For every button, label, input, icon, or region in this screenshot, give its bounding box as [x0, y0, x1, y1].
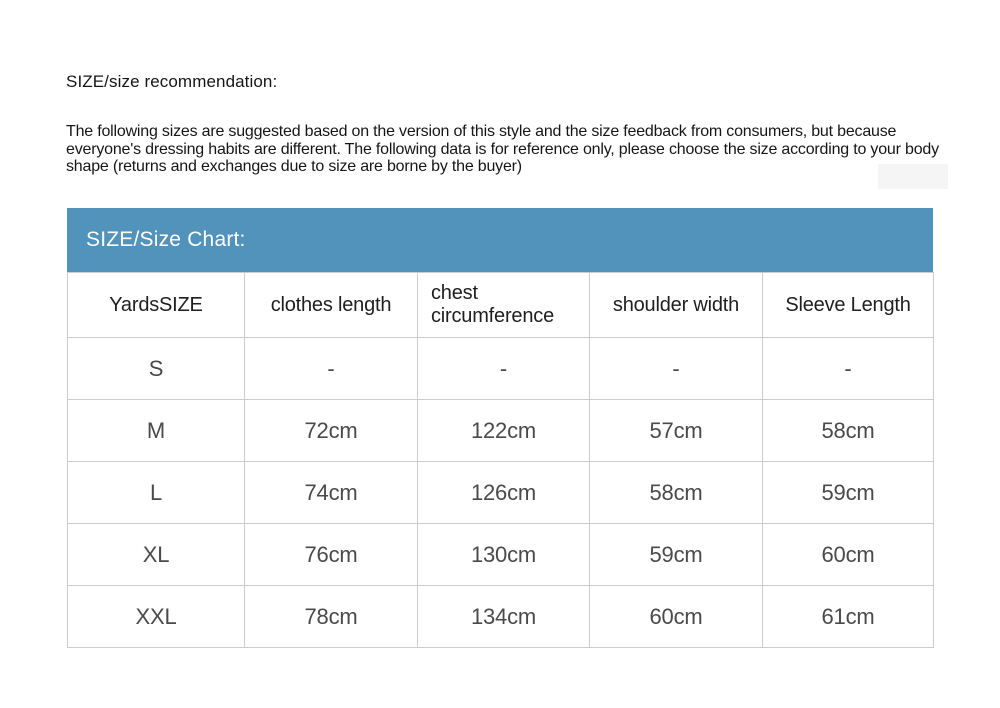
value-cell: 130cm: [418, 524, 590, 586]
value-cell: 126cm: [418, 462, 590, 524]
table-row-xl: [68, 524, 934, 586]
size-cell: M: [68, 400, 245, 462]
value-cell: 74cm: [245, 462, 418, 524]
table-row-s: [68, 338, 934, 400]
value-cell: 57cm: [590, 400, 763, 462]
size-cell: XL: [68, 524, 245, 586]
size-description: The following sizes are suggested based on the version of this style and the size feedback from consumers, but because everyone's dressing habits are different. The following data is for reference only, please choose the size according to your body shape (returns and exchanges due to size are borne by the buyer): [66, 123, 939, 175]
table-row-xxl: [68, 586, 934, 648]
highlight-artifact: [878, 164, 948, 189]
size-cell: XXL: [68, 586, 245, 648]
value-cell: 78cm: [245, 586, 418, 648]
size-cell: L: [68, 462, 245, 524]
value-cell: 59cm: [763, 462, 934, 524]
value-cell: 58cm: [763, 400, 934, 462]
value-cell: -: [418, 338, 590, 400]
table-row-l: [68, 462, 934, 524]
column-header-chest-circumference: chest circumference: [418, 273, 590, 338]
value-cell: -: [245, 338, 418, 400]
header-row: [68, 273, 934, 338]
value-cell: 59cm: [590, 524, 763, 586]
table-row-m: [68, 400, 934, 462]
value-cell: 134cm: [418, 586, 590, 648]
column-header-shoulder-width: shoulder width: [590, 273, 763, 338]
size-cell: S: [68, 338, 245, 400]
column-header-sleeve-length: Sleeve Length: [763, 273, 934, 338]
size-chart-header: SIZE/Size Chart:: [67, 208, 933, 272]
value-cell: 60cm: [763, 524, 934, 586]
value-cell: 60cm: [590, 586, 763, 648]
size-chart-table: [67, 272, 934, 648]
column-header-clothes-length: clothes length: [245, 273, 418, 338]
value-cell: 76cm: [245, 524, 418, 586]
page-title: SIZE/size recommendation:: [66, 72, 278, 91]
value-cell: -: [590, 338, 763, 400]
column-header-yards-size: YardsSIZE: [68, 273, 245, 338]
value-cell: -: [763, 338, 934, 400]
value-cell: 58cm: [590, 462, 763, 524]
value-cell: 61cm: [763, 586, 934, 648]
value-cell: 72cm: [245, 400, 418, 462]
value-cell: 122cm: [418, 400, 590, 462]
